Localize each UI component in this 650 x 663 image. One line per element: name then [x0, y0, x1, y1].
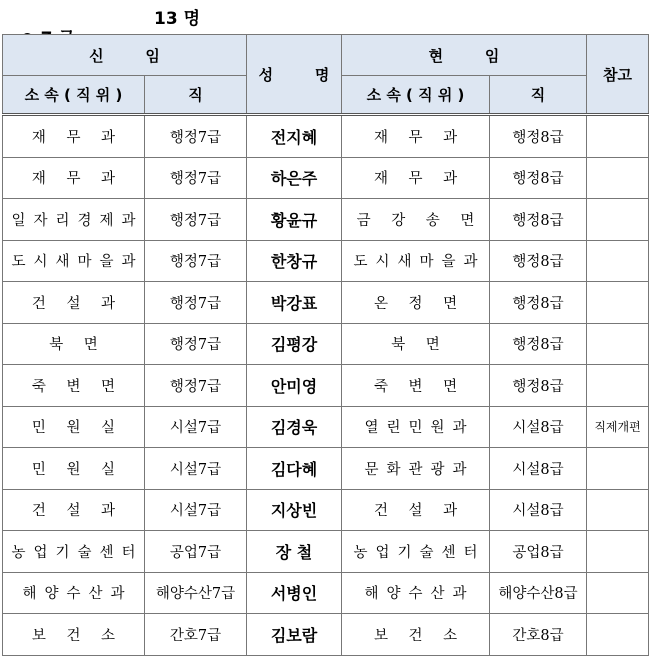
note-cell: [587, 572, 649, 614]
new-department-cell: 도시새마을과: [3, 240, 145, 282]
table-row: [3, 323, 649, 365]
new-department-cell: 농업기술센터: [3, 531, 145, 573]
new-grade-cell: 시설7급: [145, 489, 247, 531]
current-department-cell: 북 면: [342, 323, 490, 365]
new-department-cell: 재 무 과: [3, 157, 145, 199]
employee-name-cell: 지상빈: [247, 489, 342, 531]
new-department-cell: 민 원 실: [3, 406, 145, 448]
table-row: [3, 572, 649, 614]
table-row: [3, 531, 649, 573]
current-department-cell: 온 정 면: [342, 282, 490, 324]
note-cell: [587, 531, 649, 573]
new-grade-cell: 행정7급: [145, 157, 247, 199]
current-department-cell: 문화관광과: [342, 448, 490, 490]
current-grade-cell: 행정8급: [490, 115, 587, 158]
current-grade-cell: 행정8급: [490, 365, 587, 407]
name-header: 성 명: [247, 35, 342, 115]
new-department-cell: 일자리경제과: [3, 199, 145, 241]
current-department-cell: 건 설 과: [342, 489, 490, 531]
employee-name-cell: 안미영: [247, 365, 342, 407]
table-row: [3, 614, 649, 656]
note-cell: [587, 614, 649, 656]
employee-name-cell: 한창규: [247, 240, 342, 282]
new-grade-cell: 행정7급: [145, 282, 247, 324]
note-cell: [587, 115, 649, 158]
note-cell: [587, 365, 649, 407]
table-row: [3, 199, 649, 241]
current-grade-cell: 해양수산8급: [490, 572, 587, 614]
new-grade-cell: 해양수산7급: [145, 572, 247, 614]
note-cell: 직제개편: [587, 406, 649, 448]
note-cell: [587, 489, 649, 531]
current-department-cell: 열린민원과: [342, 406, 490, 448]
table-row: [3, 240, 649, 282]
current-department-cell: 죽 변 면: [342, 365, 490, 407]
note-cell: [587, 157, 649, 199]
current-grade-cell: 시설8급: [490, 406, 587, 448]
table-row: [3, 406, 649, 448]
table-row: [3, 115, 649, 158]
employee-name-cell: 황윤규: [247, 199, 342, 241]
current-post-header: 현 임: [342, 35, 587, 76]
current-grade-cell: 간호8급: [490, 614, 587, 656]
employee-name-cell: 전지혜: [247, 115, 342, 158]
current-grade-cell: 행정8급: [490, 157, 587, 199]
new-grade-cell: 공업7급: [145, 531, 247, 573]
current-grade-cell: 행정8급: [490, 199, 587, 241]
current-department-cell: 해양수산과: [342, 572, 490, 614]
new-post-header: 신 임: [3, 35, 247, 76]
current-grade-cell: 행정8급: [490, 323, 587, 365]
table-row: [3, 365, 649, 407]
current-department-cell: 도시새마을과: [342, 240, 490, 282]
new-grade-cell: 행정7급: [145, 115, 247, 158]
note-cell: [587, 199, 649, 241]
new-department-cell: 해양수산과: [3, 572, 145, 614]
new-department-cell: 건 설 과: [3, 489, 145, 531]
section-heading: [8, 4, 200, 30]
employee-name-cell: 하은주: [247, 157, 342, 199]
note-cell: [587, 448, 649, 490]
note-cell: [587, 282, 649, 324]
new-department-cell: 건 설 과: [3, 282, 145, 324]
current-affiliation-header: 소 속 ( 직 위 ): [342, 76, 490, 115]
current-grade-cell: 행정8급: [490, 282, 587, 324]
new-grade-cell: 시설7급: [145, 406, 247, 448]
new-grade-header: 직: [145, 76, 247, 115]
new-grade-cell: 행정7급: [145, 240, 247, 282]
employee-name-cell: 김보람: [247, 614, 342, 656]
table-row: [3, 489, 649, 531]
new-grade-cell: 행정7급: [145, 323, 247, 365]
new-affiliation-header: 소 속 ( 직 위 ): [3, 76, 145, 115]
new-grade-cell: 간호7급: [145, 614, 247, 656]
new-department-cell: 보 건 소: [3, 614, 145, 656]
headcount: 13 명: [154, 9, 200, 29]
table-row: [3, 282, 649, 324]
current-grade-header: 직: [490, 76, 587, 115]
note-cell: [587, 323, 649, 365]
new-grade-cell: 시설7급: [145, 448, 247, 490]
personnel-table: [2, 34, 649, 656]
table-row: [3, 448, 649, 490]
current-grade-cell: 시설8급: [490, 448, 587, 490]
new-department-cell: 재 무 과: [3, 115, 145, 158]
table-row: [3, 157, 649, 199]
employee-name-cell: 김다혜: [247, 448, 342, 490]
new-department-cell: 북 면: [3, 323, 145, 365]
current-grade-cell: 시설8급: [490, 489, 587, 531]
employee-name-cell: 서병인: [247, 572, 342, 614]
current-department-cell: 재 무 과: [342, 157, 490, 199]
new-grade-cell: 행정7급: [145, 365, 247, 407]
current-department-cell: 재 무 과: [342, 115, 490, 158]
current-department-cell: 금 강 송 면: [342, 199, 490, 241]
current-grade-cell: 공업8급: [490, 531, 587, 573]
employee-name-cell: 박강표: [247, 282, 342, 324]
note-cell: [587, 240, 649, 282]
new-department-cell: 민 원 실: [3, 448, 145, 490]
employee-name-cell: 김평강: [247, 323, 342, 365]
employee-name-cell: 김경욱: [247, 406, 342, 448]
new-department-cell: 죽 변 면: [3, 365, 145, 407]
current-department-cell: 농업기술센터: [342, 531, 490, 573]
current-department-cell: 보 건 소: [342, 614, 490, 656]
employee-name-cell: 장 철: [247, 531, 342, 573]
note-header: 참고: [587, 35, 649, 115]
new-grade-cell: 행정7급: [145, 199, 247, 241]
current-grade-cell: 행정8급: [490, 240, 587, 282]
